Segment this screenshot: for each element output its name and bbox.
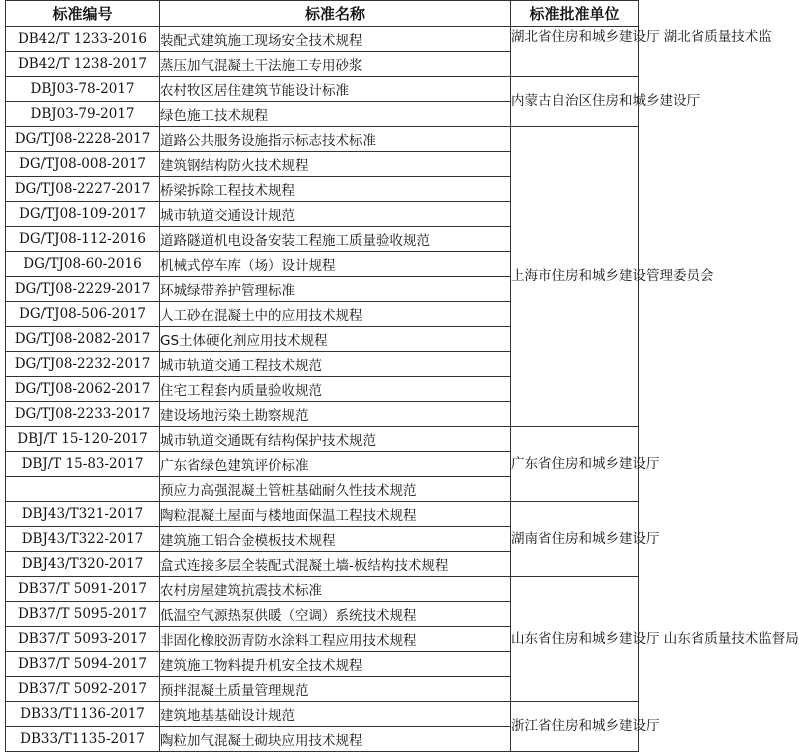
standard-name: GS土体硬化剂应用技术规程 bbox=[160, 327, 511, 352]
standard-name: 建筑施工铝合金模板技术规程 bbox=[160, 527, 511, 552]
table-row bbox=[6, 127, 639, 152]
approval-unit-hunan: 湖南省住房和城乡建设厅 bbox=[511, 502, 639, 577]
standard-code: DBJ03-79-2017 bbox=[6, 102, 160, 127]
standard-code: DG/TJ08-2228-2017 bbox=[6, 127, 160, 152]
standard-code: DG/TJ08-008-2017 bbox=[6, 152, 160, 177]
approval-unit-shanghai: 上海市住房和城乡建设管理委员会 bbox=[511, 127, 639, 427]
standard-code: DB33/T1136-2017 bbox=[6, 702, 160, 727]
table-row bbox=[6, 702, 639, 727]
header-name: 标准名称 bbox=[160, 1, 511, 27]
standard-name: 农村牧区居住建筑节能设计标准 bbox=[160, 77, 511, 102]
standard-name: 机械式停车库（场）设计规程 bbox=[160, 252, 511, 277]
standard-code: DG/TJ08-2229-2017 bbox=[6, 277, 160, 302]
standard-name: 装配式建筑施工现场安全技术规程 bbox=[160, 27, 511, 52]
standard-code: DG/TJ08-2233-2017 bbox=[6, 402, 160, 427]
table-row bbox=[6, 27, 639, 52]
standard-code: DG/TJ08-506-2017 bbox=[6, 302, 160, 327]
standard-code bbox=[6, 477, 160, 502]
standard-name: 城市轨道交通工程技术规范 bbox=[160, 352, 511, 377]
standard-name: 建筑钢结构防火技术规程 bbox=[160, 152, 511, 177]
standard-name: 人工砂在混凝土中的应用技术规程 bbox=[160, 302, 511, 327]
standard-name: 建筑施工物料提升机安全技术规程 bbox=[160, 652, 511, 677]
standard-code: DG/TJ08-109-2017 bbox=[6, 202, 160, 227]
standard-code: DG/TJ08-2227-2017 bbox=[6, 177, 160, 202]
standard-name: 陶粒混凝土屋面与楼地面保温工程技术规程 bbox=[160, 502, 511, 527]
approval-unit bbox=[511, 27, 772, 77]
standard-name: 道路隧道机电设备安装工程施工质量验收规范 bbox=[160, 227, 511, 252]
standard-name: 农村房屋建筑抗震技术标准 bbox=[160, 577, 511, 602]
approval-unit-hubei: 湖北省住房和城乡建设厅 湖北省质量技术监 bbox=[511, 29, 772, 45]
standard-code: DB37/T 5092-2017 bbox=[6, 677, 160, 702]
standard-name: 盒式连接多层全装配式混凝土墙-板结构技术规程 bbox=[160, 552, 511, 577]
standard-name: 低温空气源热泵供暖（空调）系统技术规程 bbox=[160, 602, 511, 627]
standard-code: DG/TJ08-2232-2017 bbox=[6, 352, 160, 377]
standard-code: DBJ/T 15-120-2017 bbox=[6, 427, 160, 452]
header-row bbox=[6, 1, 639, 27]
standard-name: 城市轨道交通设计规范 bbox=[160, 202, 511, 227]
table-row bbox=[6, 577, 639, 602]
standard-name: 桥梁拆除工程技术规程 bbox=[160, 177, 511, 202]
standard-code: DBJ43/T322-2017 bbox=[6, 527, 160, 552]
standard-name: 住宅工程套内质量验收规范 bbox=[160, 377, 511, 402]
standard-name: 建设场地污染土勘察规范 bbox=[160, 402, 511, 427]
table-row bbox=[6, 427, 639, 452]
standard-code: DB37/T 5095-2017 bbox=[6, 602, 160, 627]
table-row bbox=[6, 77, 639, 102]
standard-code: DG/TJ08-60-2016 bbox=[6, 252, 160, 277]
standard-code: DB42/T 1233-2016 bbox=[6, 27, 160, 52]
approval-unit-guangdong: 广东省住房和城乡建设厅 bbox=[511, 427, 639, 502]
standard-code: DB37/T 5093-2017 bbox=[6, 627, 160, 652]
standard-code: DG/TJ08-112-2016 bbox=[6, 227, 160, 252]
approval-unit-zhejiang: 浙江省住房和城乡建设厅 bbox=[511, 702, 639, 752]
standard-code: DG/TJ08-2082-2017 bbox=[6, 327, 160, 352]
standard-name: 广东省绿色建筑评价标准 bbox=[160, 452, 511, 477]
approval-unit-shandong: 山东省住房和城乡建设厅 山东省质量技术监督局 bbox=[511, 577, 639, 702]
standard-name: 陶粒加气混凝土砌块应用技术规程 bbox=[160, 727, 511, 752]
standard-code: DB37/T 5094-2017 bbox=[6, 652, 160, 677]
header-unit: 标准批准单位 bbox=[511, 1, 639, 27]
standard-code: DG/TJ08-2062-2017 bbox=[6, 377, 160, 402]
standard-code: DB33/T1135-2017 bbox=[6, 727, 160, 752]
header-code: 标准编号 bbox=[6, 1, 160, 27]
standard-name: 道路公共服务设施指示标志技术标准 bbox=[160, 127, 511, 152]
standard-name: 预应力高强混凝土管桩基础耐久性技术规范 bbox=[160, 477, 511, 502]
standard-code: DBJ43/T321-2017 bbox=[6, 502, 160, 527]
standard-name: 预拌混凝土质量管理规范 bbox=[160, 677, 511, 702]
standard-name: 环城绿带养护管理标准 bbox=[160, 277, 511, 302]
standard-code: DBJ03-78-2017 bbox=[6, 77, 160, 102]
standard-name: 建筑地基基础设计规范 bbox=[160, 702, 511, 727]
approval-unit-neimenggu: 内蒙古自治区住房和城乡建设厅 bbox=[511, 77, 639, 127]
standard-code: DB42/T 1238-2017 bbox=[6, 52, 160, 77]
standard-name: 绿色施工技术规程 bbox=[160, 102, 511, 127]
standard-code: DBJ/T 15-83-2017 bbox=[6, 452, 160, 477]
standard-name: 城市轨道交通既有结构保护技术规范 bbox=[160, 427, 511, 452]
standard-code: DBJ43/T320-2017 bbox=[6, 552, 160, 577]
standard-code: DB37/T 5091-2017 bbox=[6, 577, 160, 602]
table-row bbox=[6, 502, 639, 527]
standard-name: 非固化橡胶沥青防水涂料工程应用技术规程 bbox=[160, 627, 511, 652]
standard-name: 蒸压加气混凝土干法施工专用砂浆 bbox=[160, 52, 511, 77]
standards-table bbox=[5, 0, 799, 752]
